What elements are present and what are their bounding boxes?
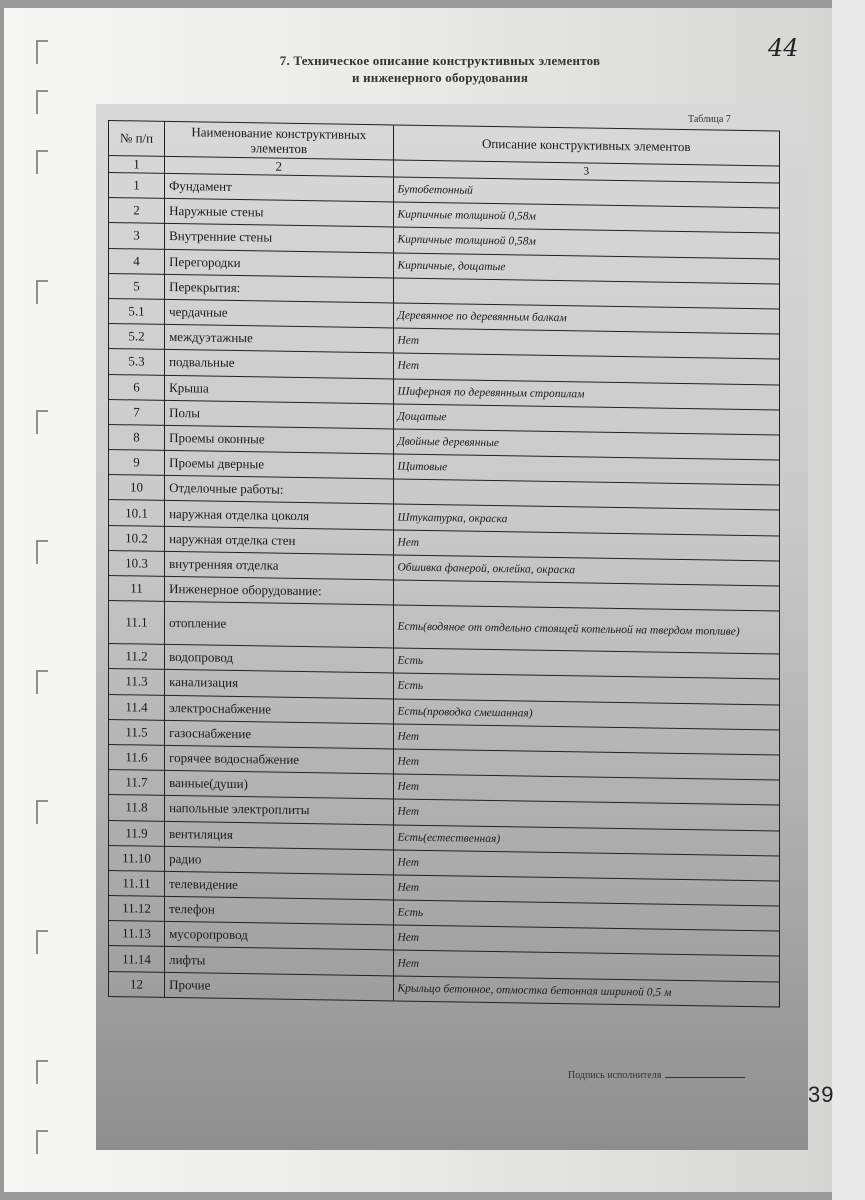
- row-number: 11.14: [109, 946, 165, 972]
- row-number: 10: [109, 475, 165, 501]
- row-element-description: Нет: [393, 749, 780, 780]
- signature-label: Подпись исполнителя: [568, 1070, 662, 1081]
- row-number: 11.1: [109, 601, 165, 645]
- row-element-name: Внутренние стены: [165, 224, 393, 253]
- row-element-name: напольные электроплиты: [165, 796, 393, 825]
- row-number: 7: [109, 399, 165, 425]
- row-element-name: лифты: [165, 947, 393, 976]
- row-element-name: отопление: [165, 602, 393, 649]
- binder-hole-mark: [36, 280, 48, 304]
- row-element-description: Двойные деревянные: [393, 429, 780, 460]
- row-element-description: Крыльцо бетонное, отмостка бетонная шириной 0,5 м: [393, 976, 780, 1007]
- row-number: 2: [109, 198, 165, 224]
- row-element-description: Нет: [393, 353, 780, 384]
- row-number: 11.4: [109, 694, 165, 720]
- row-element-description: Дощатые: [393, 404, 780, 435]
- binder-holes: [28, 40, 58, 1160]
- row-number: 11.3: [109, 669, 165, 695]
- row-number: 10.1: [109, 500, 165, 526]
- row-number: 5.3: [109, 349, 165, 375]
- row-number: 11.2: [109, 644, 165, 670]
- header-number: № п/п: [109, 121, 165, 157]
- row-element-name: Фундамент: [165, 173, 393, 202]
- row-element-name: междуэтажные: [165, 325, 393, 354]
- row-element-description: Кирпичные толщиной 0,58м: [393, 227, 780, 258]
- row-number: 11.11: [109, 870, 165, 896]
- binder-hole-mark: [36, 40, 48, 64]
- row-element-name: водопровод: [165, 645, 393, 674]
- row-element-name: чердачные: [165, 299, 393, 328]
- column-number-3: 3: [393, 160, 780, 183]
- row-element-description: Деревянное по деревянным балкам: [393, 303, 780, 334]
- row-number: 6: [109, 374, 165, 400]
- row-element-name: Перекрытия:: [165, 274, 393, 303]
- row-number: 11.12: [109, 896, 165, 922]
- row-element-name: телевидение: [165, 871, 393, 900]
- row-element-name: горячее водоснабжение: [165, 745, 393, 774]
- binder-hole-mark: [36, 90, 48, 114]
- binder-hole-mark: [36, 800, 48, 824]
- binder-hole-mark: [36, 540, 48, 564]
- binder-hole-mark: [36, 150, 48, 174]
- row-element-name: Крыша: [165, 375, 393, 404]
- row-element-description: Обшивка фанерой, оклейка, окраска: [393, 555, 780, 586]
- row-element-name: телефон: [165, 896, 393, 925]
- row-element-description: Есть: [393, 648, 780, 679]
- row-number: 11.5: [109, 719, 165, 745]
- header-element-name: Наименование конструктивных элементов: [165, 121, 393, 160]
- row-element-description: Нет: [393, 724, 780, 755]
- row-number: 10.3: [109, 550, 165, 576]
- row-number: 11.8: [109, 795, 165, 821]
- row-number: 11.9: [109, 820, 165, 846]
- header-element-description: Описание конструктивных элементов: [393, 125, 780, 166]
- table-body: [109, 173, 780, 1007]
- row-element-description: Нет: [393, 950, 780, 981]
- binder-hole-mark: [36, 670, 48, 694]
- row-number: 11.13: [109, 921, 165, 947]
- row-element-description: Нет: [393, 875, 780, 906]
- row-element-name: Прочие: [165, 972, 393, 1001]
- scan-margin: [832, 0, 865, 1200]
- row-element-description: Нет: [393, 799, 780, 830]
- page-number: 39: [808, 1082, 835, 1107]
- row-element-name: вентиляция: [165, 821, 393, 850]
- row-element-name: Проемы дверные: [165, 450, 393, 479]
- row-element-description: Шиферная по деревянным стропилам: [393, 378, 780, 409]
- row-element-name: Перегородки: [165, 249, 393, 278]
- row-element-description: Кирпичные, дощатые: [393, 253, 780, 284]
- row-number: 11.6: [109, 744, 165, 770]
- row-element-name: электроснабжение: [165, 695, 393, 724]
- row-element-name: подвальные: [165, 350, 393, 379]
- handwritten-page-number: 44: [768, 34, 799, 62]
- row-number: 1: [109, 173, 165, 199]
- row-element-description: Нет: [393, 530, 780, 561]
- row-element-name: Отделочные работы:: [165, 476, 393, 505]
- row-element-name: газоснабжение: [165, 720, 393, 749]
- binder-hole-mark: [36, 1060, 48, 1084]
- row-element-description: Нет: [393, 850, 780, 881]
- row-number: 12: [109, 971, 165, 997]
- row-number: 3: [109, 223, 165, 249]
- row-element-description: Нет: [393, 925, 780, 956]
- row-number: 5: [109, 273, 165, 299]
- row-element-name: наружная отделка цоколя: [165, 501, 393, 530]
- row-element-name: наружная отделка стен: [165, 526, 393, 555]
- row-number: 10.2: [109, 525, 165, 551]
- column-number-2: 2: [165, 156, 393, 177]
- row-number: 5.2: [109, 324, 165, 350]
- section-title: [200, 52, 680, 86]
- row-element-name: канализация: [165, 670, 393, 699]
- row-number: 5.1: [109, 298, 165, 324]
- binder-hole-mark: [36, 410, 48, 434]
- table-label: Таблица 7: [688, 114, 731, 125]
- row-element-description: Нет: [393, 774, 780, 805]
- row-element-name: внутренняя отделка: [165, 551, 393, 580]
- signature-line: [665, 1077, 745, 1078]
- row-element-description: Есть: [393, 900, 780, 931]
- row-element-description: Штукатурка, окраска: [393, 504, 780, 535]
- row-element-name: Проемы оконные: [165, 425, 393, 454]
- row-element-description: Щитовые: [393, 454, 780, 485]
- row-number: 11.10: [109, 845, 165, 871]
- row-element-description: Нет: [393, 328, 780, 359]
- row-number: 9: [109, 450, 165, 476]
- row-element-name: ванные(души): [165, 771, 393, 800]
- row-element-description: Бутобетонный: [393, 177, 780, 208]
- row-element-name: радио: [165, 846, 393, 875]
- row-element-name: Инженерное оборудование:: [165, 576, 393, 605]
- row-number: 11: [109, 576, 165, 602]
- binder-hole-mark: [36, 930, 48, 954]
- row-element-description: Есть(водяное от отдельно стоящей котельной на твердом топливе): [393, 605, 780, 654]
- row-element-description: Есть(естественная): [393, 824, 780, 855]
- signature-block: [568, 1070, 745, 1081]
- title-line-2: и инженерного оборудования: [351, 70, 529, 85]
- row-element-name: Наружные стены: [165, 199, 393, 228]
- row-number: 11.7: [109, 770, 165, 796]
- row-number: 4: [109, 248, 165, 274]
- row-element-description: Есть: [393, 673, 780, 704]
- row-element-name: Полы: [165, 400, 393, 429]
- title-line-1: 7. Техническое описание конструктивных элементов: [279, 53, 601, 68]
- column-number-1: 1: [109, 156, 165, 174]
- row-element-description: Кирпичные толщиной 0,58м: [393, 202, 780, 233]
- row-element-name: мусоропровод: [165, 922, 393, 951]
- construction-elements-table: [108, 120, 780, 1007]
- row-number: 8: [109, 424, 165, 450]
- row-element-description: Есть(проводка смешанная): [393, 699, 780, 730]
- binder-hole-mark: [36, 1130, 48, 1154]
